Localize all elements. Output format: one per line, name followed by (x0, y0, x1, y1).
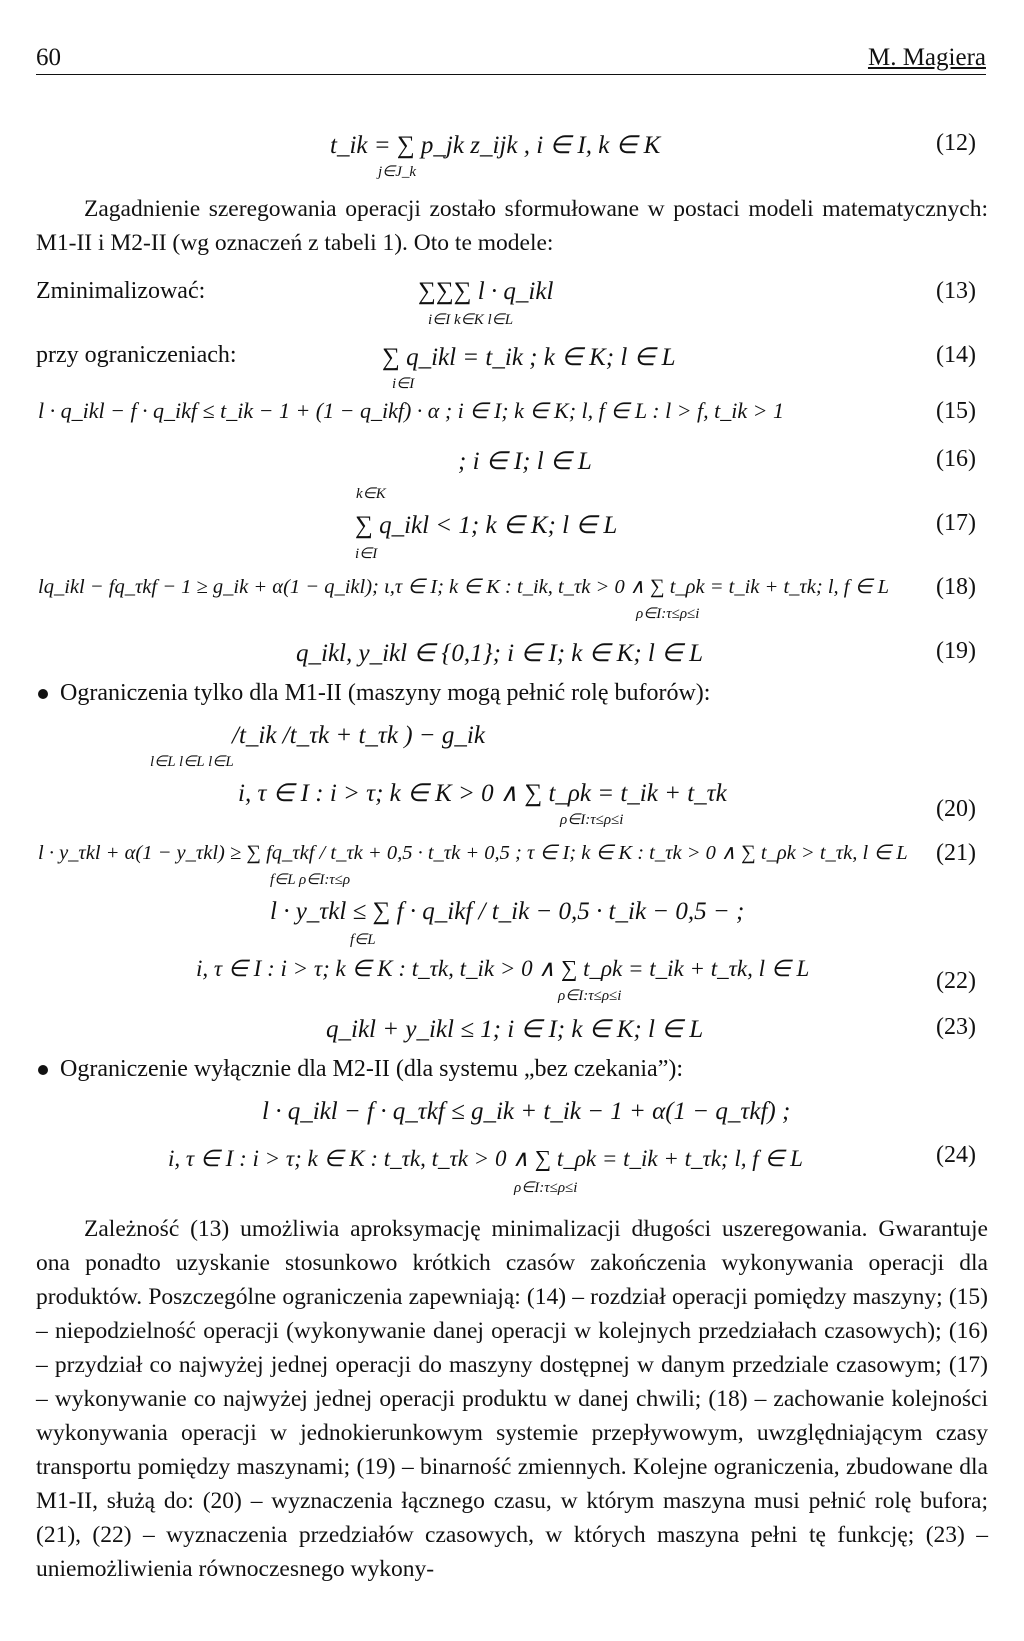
intro-paragraph: Zagadnienie szeregowania operacji zostało sformułowane w postaci modeli matematycznych: M1-II i M2-II (wg oznaczeń z tabeli 1). Oto te modele: (36, 196, 988, 256)
equation-20-line-2 (0, 778, 1024, 828)
equation-22-line-2-subscript: ρ∈I:τ≤ρ≤i (558, 988, 622, 1004)
equation-17-number: (17) (936, 510, 976, 536)
equation-22-line-2 (0, 956, 1024, 1004)
equation-22-line-2-body: i, τ ∈ I : i > τ; k ∈ K : t_τk, t_ik > 0 ∧ ∑ t_ρk = t_ik + t_τk, l ∈ L (196, 956, 810, 981)
page-number: 60 (36, 44, 61, 71)
equation-22-number: (22) (936, 968, 976, 994)
equation-13-subscript: i∈I k∈K l∈L (428, 312, 514, 328)
equation-21-body: l · y_τkl + α(1 − y_τkl) ≥ ∑ fq_τkf / t_τk + 0,5 · t_τk + 0,5 ; τ ∈ I; k ∈ K : t_τk > 0 ∧ ∑ t_ρk > t_τk, l ∈ L (38, 842, 908, 864)
bullet-dot-icon (38, 1065, 48, 1075)
equation-13-number: (13) (936, 278, 976, 304)
equation-24-line-2 (0, 1142, 1024, 1196)
bullet-dot-icon (38, 689, 48, 699)
equation-20-number: (20) (936, 796, 976, 822)
equation-14-subscript: i∈I (392, 376, 415, 392)
equation-19-body: q_ikl, y_ikl ∈ {0,1}; i ∈ I; k ∈ K; l ∈ L (296, 640, 704, 667)
equation-18-body: lq_ikl − fq_τkf − 1 ≥ g_ik + α(1 − q_ikl); ι,τ ∈ I; k ∈ K : t_ik, t_τk > 0 ∧ ∑ t_ρk = t_ik + t_τk; l, f ∈ L (38, 576, 889, 598)
equation-24-line-2-subscript: ρ∈I:τ≤ρ≤i (514, 1180, 578, 1196)
equation-17 (0, 510, 1024, 562)
equation-15 (0, 398, 1024, 440)
constraints-label: przy ograniczeniach: (36, 342, 237, 368)
equation-15-number: (15) (936, 398, 976, 424)
equation-21 (0, 840, 1024, 888)
equation-16 (0, 446, 1024, 502)
bullet-m2-constraints (38, 1056, 683, 1083)
equation-16-body: ; i ∈ I; l ∈ L (458, 448, 592, 475)
equation-14-number: (14) (936, 342, 976, 368)
equation-12-body: t_ik = ∑ p_jk z_ijk , i ∈ I, k ∈ K (330, 132, 661, 159)
equation-23-number: (23) (936, 1014, 976, 1040)
equation-20-line-1-subscript: l∈L l∈L l∈L (150, 754, 234, 770)
equation-23-body: q_ikl + y_ikl ≤ 1; i ∈ I; k ∈ K; l ∈ L (326, 1016, 704, 1043)
equation-20-line-2-subscript: ρ∈I:τ≤ρ≤i (560, 812, 624, 828)
equation-12-subscript: j∈J_k (378, 164, 417, 180)
equation-22-line-1-subscript: f∈L (350, 932, 376, 948)
equation-14 (0, 342, 1024, 392)
equation-12-number: (12) (936, 130, 976, 156)
equation-19-number: (19) (936, 638, 976, 664)
equation-14-body: ∑ q_ikl = t_ik ; k ∈ K; l ∈ L (382, 344, 676, 371)
bullet-m2-text: Ograniczenie wyłącznie dla M2-II (dla systemu „bez czekania”): (60, 1056, 684, 1082)
equation-24-line-1-body: l · q_ikl − f · q_τkf ≤ g_ik + t_ik − 1 + α(1 − q_τkf) ; (262, 1098, 791, 1125)
equation-22-line-1 (0, 898, 1024, 948)
equation-24-line-2-body: i, τ ∈ I : i > τ; k ∈ K : t_τk, t_τk > 0 ∧ ∑ t_ρk = t_ik + t_τk; l, f ∈ L (168, 1146, 803, 1171)
equation-17-body: ∑ q_ikl < 1; k ∈ K; l ∈ L (355, 512, 618, 539)
equation-23 (0, 1014, 1024, 1056)
minimize-label: Zminimalizować: (36, 278, 206, 304)
equation-18-number: (18) (936, 574, 976, 600)
equation-18 (0, 574, 1024, 622)
equation-17-subscript: i∈I (355, 546, 378, 562)
equation-20-line-1 (0, 722, 1024, 770)
equation-20-line-2-body: i, τ ∈ I : i > τ; k ∈ K > 0 ∧ ∑ t_ρk = t_ik + t_τk (238, 780, 727, 807)
bullet-m1-constraints (38, 680, 710, 707)
equation-12 (0, 130, 1024, 180)
equation-24-number: (24) (936, 1142, 976, 1168)
equation-15-body: l · q_ikl − f · q_ikf ≤ t_ik − 1 + (1 − q_ikf) · α ; i ∈ I; k ∈ K; l, f ∈ L : l > f, t_ik > 1 (38, 398, 784, 423)
equation-13 (0, 278, 1024, 328)
equation-22-line-1-body: l · y_τkl ≤ ∑ f · q_ikf / t_ik − 0,5 · t_ik − 0,5 − ; (270, 898, 745, 925)
equation-18-subscript: ρ∈I:τ≤ρ≤i (636, 606, 700, 622)
equation-13-body: ∑∑∑ l · q_ikl (418, 278, 554, 305)
author-name: M. Magiera (867, 44, 986, 71)
equation-16-subscript: k∈K (356, 486, 386, 502)
equation-24-line-1 (0, 1098, 1024, 1140)
bullet-m1-text: Ograniczenia tylko dla M1-II (maszyny mogą pełnić rolę buforów): (60, 680, 711, 706)
closing-paragraph: Zależność (13) umożliwia aproksymację minimalizacji długości uszeregowania. Gwarantuje ona ponadto uzyskanie stosunkowo krótkich czasów zakończenia wykonywania operacji dla produktów. Poszczególne ograniczenia zapewniają: (14) – rozdział operacji pomiędzy maszyny; (15) – niepodzielność operacji (wykonywanie danej operacji w kolejnych przedziałach czasowych); (16) – przydział co najwyżej jednej operacji do maszyny dostępnej w danym przedziale czasowym; (17) – wykonywanie co najwyżej jednej operacji produktu w danej chwili; (18) – zachowanie kolejności wykonywania operacji w jednokierunkowym systemie przepływowym, uwzględniającym czasy transportu pomiędzy maszynami; (19) – binarność zmiennych. Kolejne ograniczenia, zbudowane dla M1-II, służą do: (20) – wyznaczenia łącznego czasu, w którym maszyna musi pełnić rolę bufora; (21), (22) – wyznaczenia przedziałów czasowych, w których maszyna pełni tę funkcję; (23) – uniemożliwienia równoczesnego wykony- (36, 1216, 988, 1582)
equation-19 (0, 638, 1024, 680)
equation-21-subscript: f∈L ρ∈I:τ≤ρ (270, 872, 351, 888)
equation-21-number: (21) (936, 840, 976, 866)
equation-20-line-1-body: /t_ik /t_τk + t_τk ) − g_ik (232, 722, 485, 749)
equation-16-number: (16) (936, 446, 976, 472)
running-header (36, 44, 986, 75)
